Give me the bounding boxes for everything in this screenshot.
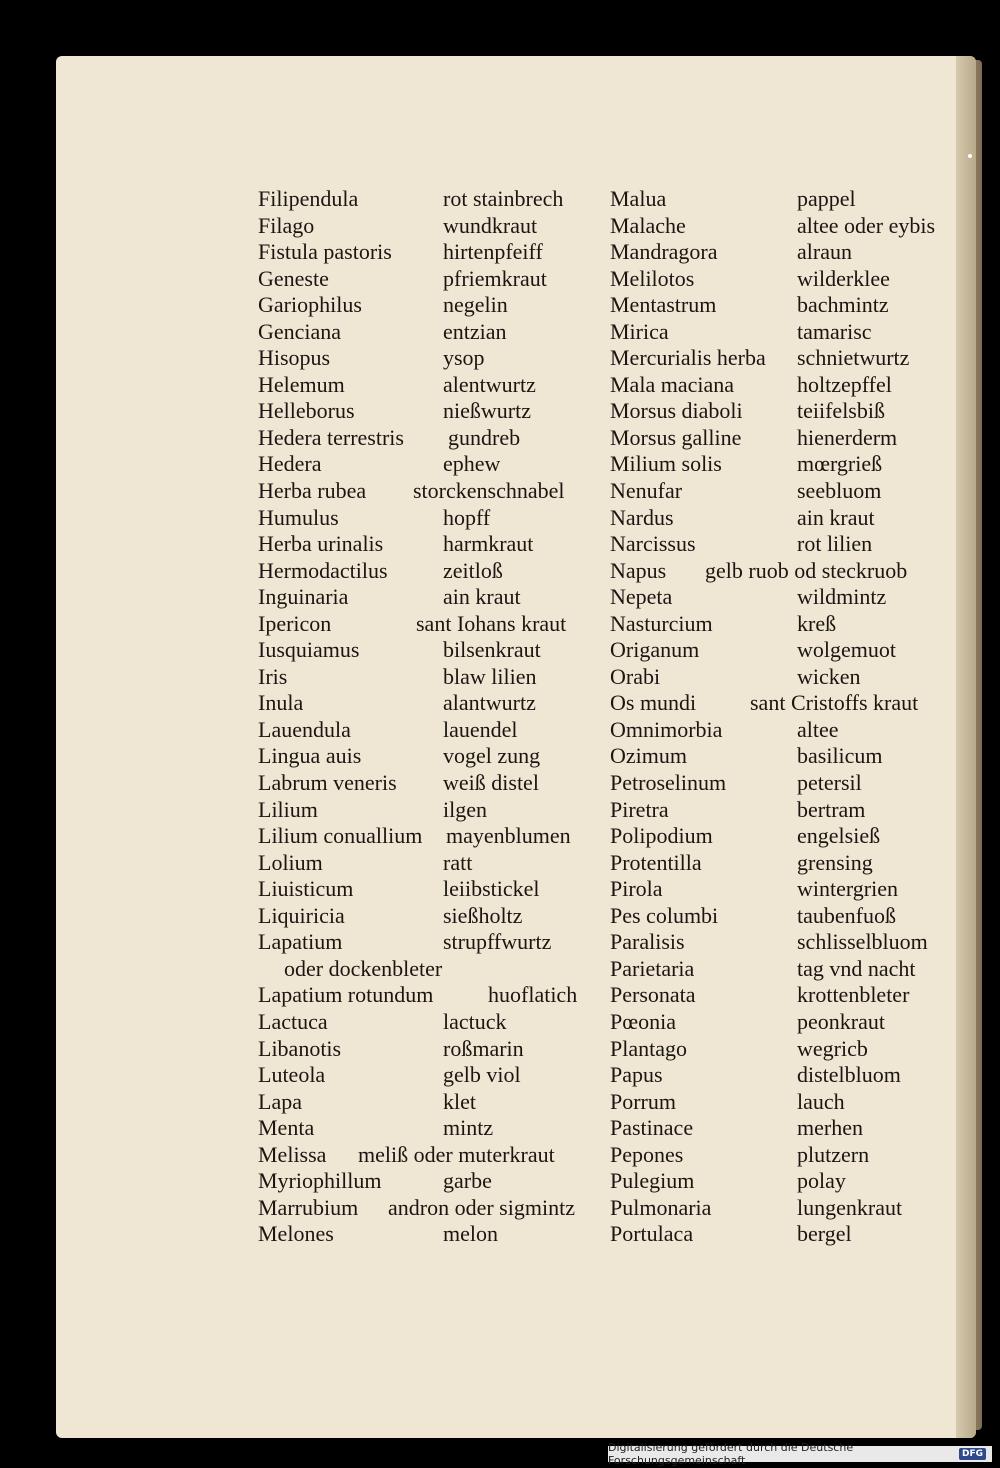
- german-term: blaw lilien: [443, 663, 537, 689]
- glossary-row: [610, 477, 955, 504]
- left-glossary-column: [258, 185, 613, 1247]
- glossary-row: [258, 238, 613, 265]
- german-term: pappel: [797, 186, 856, 211]
- latin-term: Nepeta: [610, 584, 673, 610]
- latin-term: Ozimum: [610, 743, 687, 769]
- glossary-row: [610, 1194, 955, 1221]
- latin-term: Melones: [258, 1221, 334, 1247]
- german-term: klet: [443, 1088, 476, 1114]
- latin-term: Inguinaria: [258, 584, 349, 610]
- glossary-row: [610, 769, 955, 796]
- latin-term: Marrubium: [258, 1194, 359, 1220]
- german-term: entzian: [443, 318, 507, 344]
- german-term: plutzern: [797, 1141, 870, 1167]
- glossary-row: [258, 212, 613, 239]
- latin-term: Napus: [610, 557, 667, 583]
- glossary-row: [610, 689, 955, 716]
- german-term: lactuck: [443, 1008, 507, 1034]
- latin-term: Nardus: [610, 504, 674, 530]
- german-term: meliß oder muterkraut: [358, 1141, 555, 1167]
- german-term: negelin: [443, 292, 508, 318]
- german-term: huoflatich: [488, 982, 578, 1008]
- glossary-row: [258, 1114, 613, 1141]
- latin-term: Gariophilus: [258, 292, 362, 318]
- german-term: andron oder sigmintz: [388, 1194, 575, 1220]
- glossary-row: [258, 504, 613, 531]
- latin-term: Pirola: [610, 876, 663, 902]
- german-term: lauendel: [443, 716, 518, 742]
- glossary-row: [610, 1061, 955, 1088]
- latin-term: Lapatium: [258, 929, 343, 955]
- glossary-row: [610, 955, 955, 982]
- glossary-row: [258, 822, 613, 849]
- glossary-row: [610, 557, 955, 584]
- latin-term: oder dockenbleter: [284, 955, 443, 981]
- glossary-row: [258, 716, 613, 743]
- latin-term: Inula: [258, 690, 304, 716]
- latin-term: Genciana: [258, 318, 342, 344]
- latin-term: Malache: [610, 212, 686, 238]
- glossary-row: [610, 928, 955, 955]
- glossary-row: [610, 291, 955, 318]
- latin-term: Filipendula: [258, 186, 359, 211]
- glossary-row: [258, 450, 613, 477]
- german-term: lungenkraut: [797, 1194, 903, 1220]
- german-term: roßmarin: [443, 1035, 524, 1061]
- glossary-row: [610, 1114, 955, 1141]
- glossary-row: [610, 875, 955, 902]
- glossary-row: [258, 849, 613, 876]
- latin-term: Libanotis: [258, 1035, 342, 1061]
- glossary-row: [258, 557, 613, 584]
- german-term: hirtenpfeiff: [443, 239, 543, 265]
- latin-term: Nasturcium: [610, 610, 713, 636]
- glossary-row: [610, 716, 955, 743]
- latin-term: Mirica: [610, 318, 669, 344]
- german-term: schlisselbluom: [797, 929, 928, 955]
- german-term: lauch: [797, 1088, 845, 1114]
- page-gutter-shadow: [956, 56, 976, 1438]
- latin-term: Iris: [258, 663, 288, 689]
- glossary-row: [258, 955, 613, 982]
- german-term: vogel zung: [443, 743, 541, 769]
- german-term: rot stainbrech: [443, 186, 564, 211]
- german-term: wicken: [797, 663, 861, 689]
- german-term: melon: [443, 1221, 498, 1247]
- glossary-row: [258, 397, 613, 424]
- glossary-row: [610, 822, 955, 849]
- latin-term: Ipericon: [258, 610, 332, 636]
- glossary-row: [258, 1061, 613, 1088]
- glossary-row: [258, 663, 613, 690]
- german-term: hopff: [443, 504, 491, 530]
- german-term: harmkraut: [443, 531, 534, 557]
- german-term: engelsieß: [797, 823, 881, 849]
- glossary-row: [258, 689, 613, 716]
- latin-term: Plantago: [610, 1035, 687, 1061]
- glossary-row: [258, 1008, 613, 1035]
- latin-term: Fistula pastoris: [258, 239, 392, 265]
- latin-term: Pœonia: [610, 1008, 676, 1034]
- glossary-row: [610, 1220, 955, 1247]
- latin-term: Omnimorbia: [610, 716, 723, 742]
- latin-term: Hedera: [258, 451, 322, 477]
- latin-term: Luteola: [258, 1062, 326, 1088]
- latin-term: Lingua auis: [258, 743, 362, 769]
- german-term: weiß distel: [443, 770, 539, 796]
- glossary-row: [258, 769, 613, 796]
- german-term: altee: [797, 716, 839, 742]
- glossary-row: [258, 477, 613, 504]
- latin-term: Humulus: [258, 504, 339, 530]
- latin-term: Herba urinalis: [258, 531, 384, 557]
- german-term: wundkraut: [443, 212, 538, 238]
- page-marker: [968, 154, 972, 158]
- glossary-row: [258, 185, 613, 212]
- latin-term: Protentilla: [610, 849, 702, 875]
- glossary-row: [258, 583, 613, 610]
- glossary-row: [610, 1008, 955, 1035]
- glossary-row: [258, 1035, 613, 1062]
- glossary-row: [258, 318, 613, 345]
- latin-term: Liuisticum: [258, 876, 354, 902]
- glossary-row: [610, 742, 955, 769]
- latin-term: Lilium: [258, 796, 318, 822]
- glossary-row: [258, 1088, 613, 1115]
- latin-term: Mercurialis herba: [610, 345, 766, 371]
- german-term: merhen: [797, 1115, 863, 1141]
- german-term: petersil: [797, 770, 862, 796]
- latin-term: Nenufar: [610, 478, 683, 504]
- glossary-row: [258, 291, 613, 318]
- latin-term: Pulmonaria: [610, 1194, 712, 1220]
- latin-term: Hisopus: [258, 345, 331, 371]
- glossary-row: [610, 902, 955, 929]
- latin-term: Lactuca: [258, 1008, 328, 1034]
- glossary-row: [610, 583, 955, 610]
- latin-term: Lolium: [258, 849, 323, 875]
- latin-term: Mandragora: [610, 239, 718, 265]
- glossary-row: [610, 1141, 955, 1168]
- german-term: wintergrien: [797, 876, 899, 902]
- glossary-row: [610, 1035, 955, 1062]
- german-term: ephew: [443, 451, 501, 477]
- glossary-row: [258, 344, 613, 371]
- german-term: wolgemuot: [797, 637, 896, 663]
- german-term: ysop: [443, 345, 485, 371]
- german-term: sant Iohans kraut: [416, 610, 567, 636]
- glossary-row: [610, 663, 955, 690]
- german-term: bertram: [797, 796, 866, 822]
- latin-term: Pes columbi: [610, 902, 719, 928]
- latin-term: Orabi: [610, 663, 661, 689]
- german-term: mintz: [443, 1115, 494, 1141]
- glossary-row: [610, 450, 955, 477]
- latin-term: Polipodium: [610, 823, 713, 849]
- glossary-row: [610, 530, 955, 557]
- german-term: kreß: [797, 610, 837, 636]
- german-term: wildmintz: [797, 584, 887, 610]
- latin-term: Mala maciana: [610, 371, 734, 397]
- german-term: bachmintz: [797, 292, 889, 318]
- latin-term: Pulegium: [610, 1168, 695, 1194]
- glossary-row: [610, 344, 955, 371]
- german-term: tamarisc: [797, 318, 872, 344]
- german-term: rot lilien: [797, 531, 873, 557]
- glossary-row: [258, 1194, 613, 1221]
- latin-term: Lapa: [258, 1088, 302, 1114]
- german-term: grensing: [797, 849, 873, 875]
- latin-term: Portulaca: [610, 1221, 694, 1247]
- glossary-row: [610, 849, 955, 876]
- latin-term: Menta: [258, 1115, 315, 1141]
- glossary-row: [610, 610, 955, 637]
- footer-credit: Digitalisierung gefördert durch die Deutsche Forschungsgemeinschaft: [608, 1441, 854, 1467]
- glossary-row: [610, 397, 955, 424]
- latin-term: Helleborus: [258, 398, 355, 424]
- glossary-row: [610, 424, 955, 451]
- german-term: mœrgrieß: [797, 451, 883, 477]
- right-glossary-column: [610, 185, 955, 1247]
- german-term: nießwurtz: [443, 398, 531, 424]
- german-term: gelb ruob od steckruob: [705, 557, 908, 583]
- german-term: wegricb: [797, 1035, 868, 1061]
- glossary-row: [610, 371, 955, 398]
- latin-term: Papus: [610, 1062, 663, 1088]
- latin-term: Mentastrum: [610, 292, 717, 318]
- german-term: bilsenkraut: [443, 637, 541, 663]
- glossary-row: [610, 265, 955, 292]
- footer-bar: [608, 1441, 992, 1467]
- latin-term: Pastinace: [610, 1115, 694, 1141]
- latin-term: Pepones: [610, 1141, 684, 1167]
- latin-term: Myriophillum: [258, 1168, 382, 1194]
- latin-term: Narcissus: [610, 531, 696, 557]
- german-term: leiibstickel: [443, 876, 540, 902]
- german-term: pfriemkraut: [443, 265, 547, 291]
- latin-term: Porrum: [610, 1088, 676, 1114]
- glossary-row: [258, 371, 613, 398]
- latin-term: Lilium conuallium: [258, 823, 423, 849]
- german-term: sant Cristoffs kraut: [750, 690, 919, 716]
- german-term: basilicum: [797, 743, 883, 769]
- german-term: gelb viol: [443, 1062, 521, 1088]
- latin-term: Origanum: [610, 637, 700, 663]
- latin-term: Filago: [258, 212, 315, 238]
- glossary-row: [610, 318, 955, 345]
- glossary-row: [258, 928, 613, 955]
- latin-term: Melilotos: [610, 265, 695, 291]
- german-term: bergel: [797, 1221, 852, 1247]
- glossary-row: [258, 902, 613, 929]
- german-term: tag vnd nacht: [797, 955, 916, 981]
- glossary-row: [258, 1220, 613, 1247]
- german-term: hienerderm: [797, 424, 898, 450]
- glossary-row: [258, 1141, 613, 1168]
- german-term: ain kraut: [443, 584, 521, 610]
- glossary-row: [258, 796, 613, 823]
- german-term: holtzepffel: [797, 371, 892, 397]
- german-term: ratt: [443, 849, 473, 875]
- latin-term: Geneste: [258, 265, 329, 291]
- glossary-row: [610, 1088, 955, 1115]
- german-term: taubenfuoß: [797, 902, 896, 928]
- glossary-row: [258, 424, 613, 451]
- german-term: alraun: [797, 239, 852, 265]
- latin-term: Helemum: [258, 371, 345, 397]
- german-term: distelbluom: [797, 1062, 901, 1088]
- german-term: gundreb: [448, 424, 521, 450]
- glossary-row: [258, 636, 613, 663]
- latin-term: Hermodactilus: [258, 557, 388, 583]
- glossary-row: [258, 610, 613, 637]
- glossary-row: [610, 185, 955, 212]
- german-term: altee oder eybis: [797, 212, 936, 238]
- glossary-row: [610, 1167, 955, 1194]
- glossary-row: [258, 875, 613, 902]
- latin-term: Paralisis: [610, 929, 685, 955]
- latin-term: Morsus diaboli: [610, 398, 743, 424]
- latin-term: Malua: [610, 186, 667, 211]
- glossary-row: [258, 530, 613, 557]
- latin-term: Piretra: [610, 796, 669, 822]
- glossary-row: [258, 265, 613, 292]
- latin-term: Labrum veneris: [258, 770, 397, 796]
- latin-term: Parietaria: [610, 955, 695, 981]
- latin-term: Hedera terrestris: [258, 424, 404, 450]
- glossary-row: [258, 1167, 613, 1194]
- glossary-row: [610, 796, 955, 823]
- glossary-row: [610, 212, 955, 239]
- latin-term: Herba rubea: [258, 478, 367, 504]
- german-term: garbe: [443, 1168, 492, 1194]
- german-term: polay: [797, 1168, 846, 1194]
- german-term: mayenblumen: [446, 823, 571, 849]
- glossary-row: [610, 504, 955, 531]
- german-term: ilgen: [443, 796, 487, 822]
- latin-term: Lauendula: [258, 716, 351, 742]
- german-term: alantwurtz: [443, 690, 536, 716]
- glossary-row: [258, 981, 613, 1008]
- latin-term: Lapatium rotundum: [258, 982, 434, 1008]
- german-term: schnietwurtz: [797, 345, 910, 371]
- latin-term: Milium solis: [610, 451, 722, 477]
- german-term: storckenschnabel: [413, 478, 565, 504]
- latin-term: Morsus galline: [610, 424, 742, 450]
- german-term: wilderklee: [797, 265, 890, 291]
- glossary-row: [610, 636, 955, 663]
- latin-term: Melissa: [258, 1141, 327, 1167]
- dfg-logo: DFG: [959, 1448, 986, 1460]
- latin-term: Os mundi: [610, 690, 697, 716]
- latin-term: Personata: [610, 982, 696, 1008]
- german-term: alentwurtz: [443, 371, 536, 397]
- glossary-row: [610, 981, 955, 1008]
- german-term: seebluom: [797, 478, 882, 504]
- german-term: zeitloß: [443, 557, 503, 583]
- german-term: teiifelsbiß: [797, 398, 885, 424]
- latin-term: Petroselinum: [610, 770, 727, 796]
- german-term: krottenbleter: [797, 982, 910, 1008]
- german-term: ain kraut: [797, 504, 875, 530]
- german-term: peonkraut: [797, 1008, 885, 1034]
- german-term: strupffwurtz: [443, 929, 552, 955]
- latin-term: Liquiricia: [258, 902, 345, 928]
- german-term: sießholtz: [443, 902, 523, 928]
- glossary-row: [258, 742, 613, 769]
- latin-term: Iusquiamus: [258, 637, 360, 663]
- glossary-row: [610, 238, 955, 265]
